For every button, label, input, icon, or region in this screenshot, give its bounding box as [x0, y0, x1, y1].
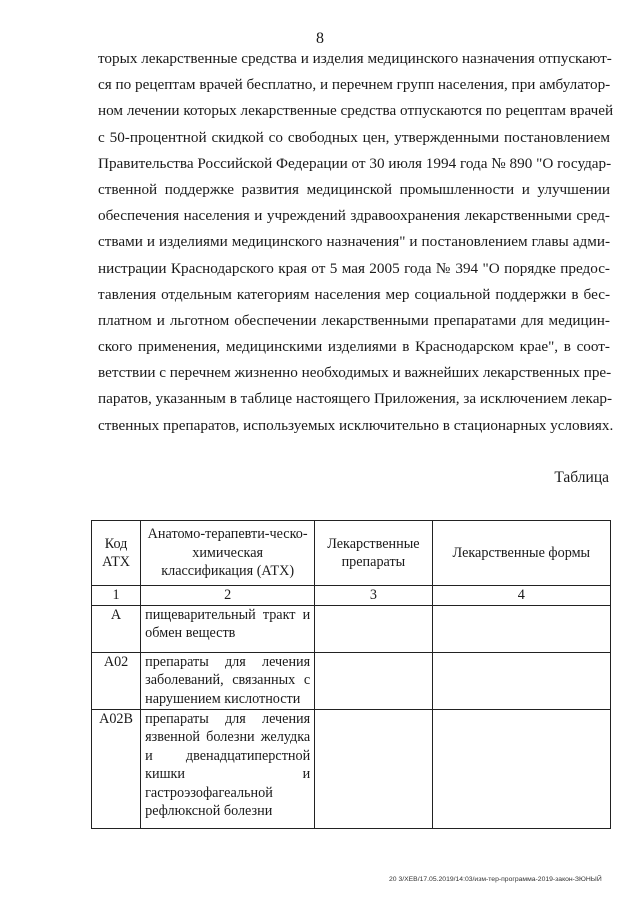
paragraph-line: ского применения, медицинскими изделиями в Краснодарском крае", в соот-: [98, 338, 610, 356]
drugs-cell: [315, 652, 432, 709]
paragraph-line: обеспечения населения и учреждений здравоохранения лекарственными сред-: [98, 207, 610, 225]
paragraph-line: ся по рецептам врачей бесплатно, и перечнем групп населения, при амбулатор-: [98, 76, 611, 94]
classification-cell: пищеварительный тракт и обмен веществ: [141, 605, 315, 652]
paragraph-line: нистрации Краснодарского края от 5 мая 2005 года № 394 "О порядке предос-: [98, 259, 610, 277]
paragraph-line: ветствии с перечнем жизненно необходимых и важнейших лекарственных пре-: [98, 364, 612, 382]
drugs-cell: [315, 709, 432, 828]
column-number-row: [92, 586, 611, 606]
table-header-row: [92, 521, 611, 586]
atc-code-cell: А: [92, 605, 141, 652]
paragraph-line: платном и льготном обеспечении лекарственными препаратами для медицин-: [98, 311, 610, 329]
column-number: 2: [141, 586, 315, 606]
paragraph-line: с 50-процентной скидкой со свободных цен, утвержденными постановлением: [98, 128, 610, 146]
paragraph-line: тавления отдельным категориям населения мер социальной поддержки в бес-: [98, 285, 610, 303]
atc-code-cell: А02: [92, 652, 141, 709]
header-dosage-forms: Лекарственные формы: [432, 521, 610, 586]
paragraph-line: ственной поддержке развития медицинской промышленности и улучшении: [98, 180, 610, 198]
table-row: [92, 652, 611, 709]
paragraph-line: ствами и изделиями медицинского назначения" и постановлением главы адми-: [98, 233, 610, 251]
classification-cell: препараты для лечения язвенной болезни желудка и двенадцатиперстной кишки и гастроэзофагеальной рефлюксной болезни: [141, 709, 315, 828]
paragraph-line: паратов, указанным в таблице настоящего Приложения, за исключением лекар-: [98, 390, 613, 408]
column-number: 1: [92, 586, 141, 606]
forms-cell: [432, 652, 610, 709]
forms-cell: [432, 709, 610, 828]
forms-cell: [432, 605, 610, 652]
column-number: 4: [432, 586, 610, 606]
atc-code-cell: А02В: [92, 709, 141, 828]
paragraph-line: ственных препаратов, используемых исключительно в стационарных условиях.: [98, 416, 614, 434]
column-number: 3: [315, 586, 432, 606]
table-row: [92, 709, 611, 828]
paragraph-line: торых лекарственные средства и изделия медицинского назначения отпускают-: [98, 50, 612, 67]
classification-cell: препараты для лечения заболеваний, связанных с нарушением кислотности: [141, 652, 315, 709]
table-row: [92, 605, 611, 652]
header-atc-code: Код АТХ: [92, 521, 141, 586]
table-caption: Таблица: [554, 469, 609, 486]
header-drugs: Лекарственные препараты: [315, 521, 432, 586]
body-paragraph: [98, 46, 614, 439]
document-footer-code: 20 3/ХЕВ/17.05.2019/14:03/изм-тер-программа-2019-закон-ЗЮНЫЙ: [389, 876, 602, 883]
page-number: 8: [316, 30, 324, 47]
drugs-cell: [315, 605, 432, 652]
paragraph-line: Правительства Российской Федерации от 30 июля 1994 года № 890 "О государ-: [98, 154, 612, 172]
atc-table: [91, 520, 611, 829]
paragraph-line: ном лечении которых лекарственные средства отпускаются по рецептам врачей: [98, 102, 614, 120]
header-atc-classification: Анатомо-терапевти-ческо-химическая классификация (АТХ): [141, 521, 315, 586]
